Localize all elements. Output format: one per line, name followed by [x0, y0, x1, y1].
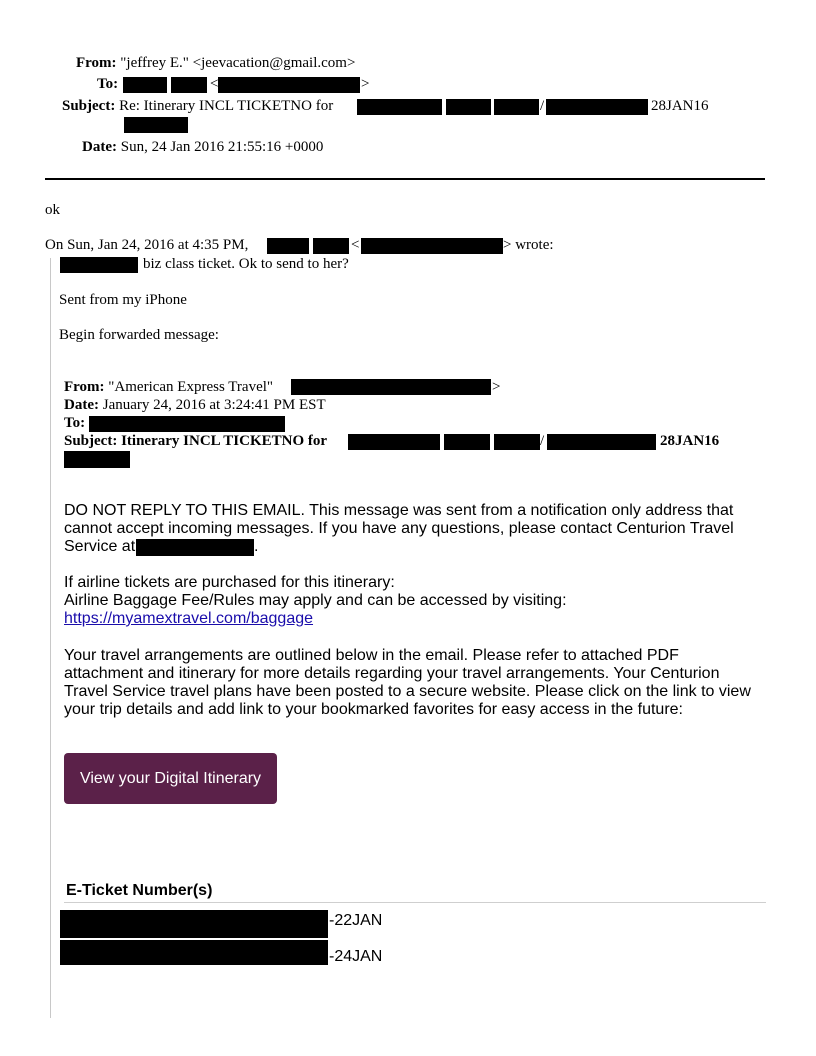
- view-digital-itinerary-button[interactable]: View your Digital Itinerary: [64, 753, 277, 804]
- fwd-subject-value: Itinerary INCL TICKETNO for: [121, 433, 328, 449]
- quote-intro-prefix: On Sun, Jan 24, 2016 at 4:35 PM,: [45, 237, 249, 253]
- fwd-from-row: [64, 379, 273, 396]
- subject-label: Subject:: [62, 98, 116, 114]
- redaction-to-last: [171, 77, 207, 93]
- redaction-quote-email: [361, 238, 503, 254]
- notice-line-3-prefix: Service at: [64, 538, 136, 555]
- header-from-row: [76, 55, 355, 72]
- quote-intro-suffix: > wrote:: [503, 237, 554, 253]
- eticket-divider: [64, 902, 766, 903]
- fwd-from-label: From:: [64, 379, 105, 395]
- eticket-heading: E-Ticket Number(s): [66, 882, 213, 899]
- fwd-subject-label: Subject:: [64, 433, 118, 449]
- date-value: Sun, 24 Jan 2016 21:55:16 +0000: [120, 139, 324, 155]
- header-divider: [45, 178, 765, 180]
- to-close-bracket: >: [361, 76, 370, 92]
- begin-forwarded-text: Begin forwarded message:: [59, 327, 219, 343]
- redaction-subject-5: [124, 117, 188, 133]
- ticket-row-1: -22JAN: [329, 912, 383, 929]
- redaction-fwd-to: [89, 416, 285, 432]
- fwd-to-row: [64, 415, 85, 432]
- fwd-subject-row: [64, 433, 327, 450]
- fwd-date-label: Date:: [64, 397, 99, 413]
- to-label: To:: [97, 76, 119, 92]
- airline-line-2: Airline Baggage Fee/Rules may apply and can be accessed by visiting:: [64, 592, 567, 609]
- sent-from-text: Sent from my iPhone: [59, 292, 187, 308]
- redaction-subject-3: [494, 99, 539, 115]
- redaction-line1-name: [60, 257, 138, 273]
- airline-line-1: If airline tickets are purchased for this itinerary:: [64, 574, 395, 591]
- fwd-subject-slash: /: [540, 433, 545, 449]
- redaction-subject-4: [546, 99, 648, 115]
- fwd-to-label: To:: [64, 415, 86, 431]
- subject-slash: /: [540, 98, 545, 114]
- quote-open-bracket: <: [351, 237, 360, 253]
- arrangements-line-2: attachment and itinerary for more details regarding your travel arrangements. Your Centurion: [64, 665, 720, 682]
- redaction-phone: [136, 539, 254, 556]
- notice-line-3-suffix: .: [254, 538, 259, 555]
- quote-bar: [50, 258, 51, 1018]
- redaction-to-email: [218, 77, 360, 93]
- redaction-fwd-subject-1: [348, 434, 440, 450]
- subject-suffix: 28JAN16: [651, 98, 709, 114]
- redaction-subject-1: [357, 99, 442, 115]
- reply-text: ok: [45, 202, 60, 218]
- subject-value: Re: Itinerary INCL TICKETNO for: [119, 98, 334, 114]
- header-subject-row: [62, 98, 333, 115]
- redaction-ticket-1: [60, 910, 328, 938]
- to-open-bracket: <: [210, 76, 219, 92]
- redaction-fwd-from-email: [291, 379, 491, 395]
- from-value: "jeffrey E." <jeevacation@gmail.com>: [120, 55, 356, 71]
- fwd-from-close: >: [492, 379, 501, 395]
- redaction-fwd-subject-4: [547, 434, 656, 450]
- redaction-fwd-subject-2: [444, 434, 490, 450]
- arrangements-line-3: Travel Service travel plans have been posted to a secure website. Please click on the link to view: [64, 683, 751, 700]
- redaction-quote-first: [267, 238, 309, 254]
- arrangements-line-1: Your travel arrangements are outlined below in the email. Please refer to attached PDF: [64, 647, 679, 664]
- fwd-date-row: [64, 397, 326, 414]
- redaction-quote-last: [313, 238, 349, 254]
- redaction-subject-2: [446, 99, 491, 115]
- redaction-fwd-subject-5: [64, 451, 130, 468]
- arrangements-line-4: your trip details and add link to your bookmarked favorites for easy access in the future:: [64, 701, 683, 718]
- line1-text: biz class ticket. Ok to send to her?: [143, 256, 349, 272]
- date-label: Date:: [82, 139, 117, 155]
- redaction-ticket-2: [60, 940, 328, 965]
- notice-line-1: DO NOT REPLY TO THIS EMAIL. This message was sent from a notification only address that: [64, 502, 734, 519]
- fwd-date-value: January 24, 2016 at 3:24:41 PM EST: [102, 397, 326, 413]
- from-label: From:: [76, 55, 117, 71]
- redaction-to-first: [123, 77, 167, 93]
- redaction-fwd-subject-3: [494, 434, 540, 450]
- baggage-link[interactable]: https://myamextravel.com/baggage: [64, 610, 314, 627]
- header-to-row: [97, 76, 118, 93]
- notice-line-2: cannot accept incoming messages. If you have any questions, please contact Centurion Travel: [64, 520, 734, 537]
- header-date-row: [82, 139, 323, 156]
- ticket-row-2: -24JAN: [329, 948, 383, 965]
- fwd-subject-suffix: 28JAN16: [660, 433, 720, 449]
- fwd-from-value: "American Express Travel": [108, 379, 274, 395]
